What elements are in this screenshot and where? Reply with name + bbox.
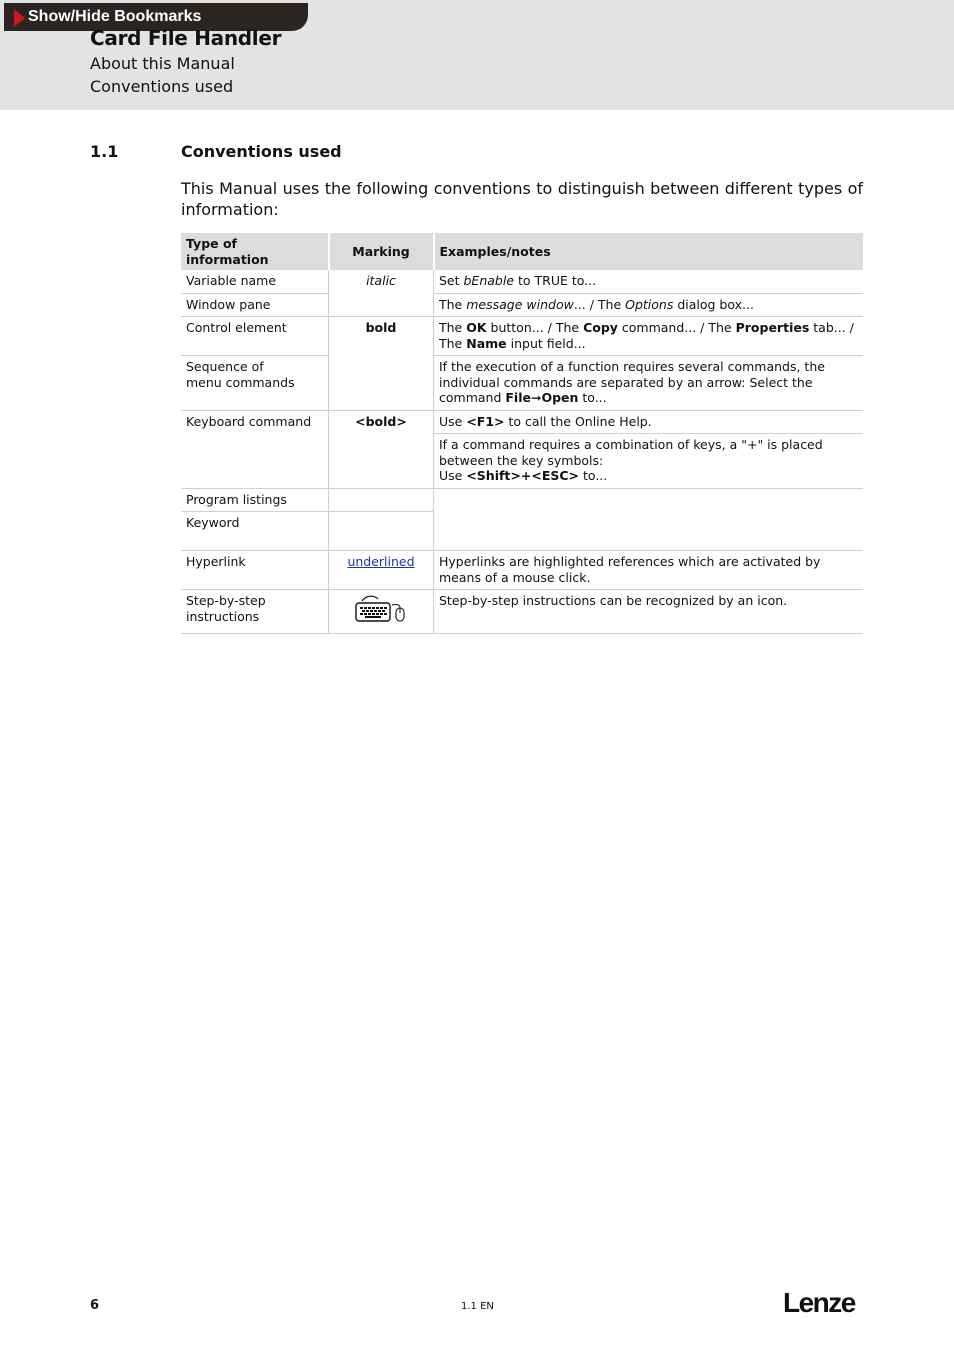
triangle-right-icon xyxy=(14,9,25,27)
header-examples: Examples/notes xyxy=(434,233,864,270)
type-cell: Control element xyxy=(181,317,329,356)
table-row xyxy=(181,356,863,411)
table-row xyxy=(181,488,863,512)
table-row xyxy=(181,551,863,590)
page-number: 6 xyxy=(90,1298,100,1313)
example-cell: The OK button... / The Copy command... / The Properties tab... / The Name input field... xyxy=(434,317,864,356)
table-row xyxy=(181,590,863,634)
intro-paragraph: This Manual uses the following conventions to distinguish between different types of information: xyxy=(181,179,863,219)
table-header-row xyxy=(181,233,863,270)
table-row xyxy=(181,293,863,317)
type-cell: Keyboard command xyxy=(181,410,329,488)
header-marking: Marking xyxy=(329,233,434,270)
page-header xyxy=(0,0,954,110)
breadcrumb-section: Conventions used xyxy=(90,77,234,96)
marking-cell xyxy=(329,590,434,634)
version-label: 1.1 EN xyxy=(461,1301,494,1312)
document-title: Card File Handler xyxy=(90,26,282,50)
arrow-right-icon: ➞ xyxy=(530,390,542,405)
example-cell: Set bEnable to TRUE to... xyxy=(434,270,864,293)
example-cell: Hyperlinks are highlighted references which are activated by means of a mouse click. xyxy=(434,551,864,590)
type-cell: Window pane xyxy=(181,293,329,317)
example-cell: If the execution of a function requires several commands, the individual commands are separated by an arrow: Select the command File➞Open to... xyxy=(434,356,864,411)
header-type: Type of information xyxy=(181,233,329,270)
lenze-logo: Lenze xyxy=(783,1287,855,1318)
table-row xyxy=(181,270,863,293)
hyperlink-example[interactable]: underlined xyxy=(347,554,415,569)
type-cell: Step-by-step instructions xyxy=(181,590,329,634)
marking-cell: <bold> xyxy=(329,410,434,488)
example-cell: If a command requires a combination of keys, a "+" is placed between the key symbols: Use <Shift>+<ESC> to... xyxy=(434,434,864,489)
conventions-table xyxy=(181,233,863,634)
marking-cell: italic xyxy=(329,270,434,317)
keyboard-mouse-icon xyxy=(354,595,408,629)
marking-cell xyxy=(329,488,434,512)
table-row xyxy=(181,317,863,356)
type-cell: Variable name xyxy=(181,270,329,293)
example-cell: Use <F1> to call the Online Help. xyxy=(434,410,864,434)
type-cell: Program listings xyxy=(181,488,329,512)
table-row xyxy=(181,410,863,434)
marking-cell: bold xyxy=(329,317,434,411)
type-cell: Hyperlink xyxy=(181,551,329,590)
marking-cell xyxy=(329,512,434,551)
type-cell: Keyword xyxy=(181,512,329,551)
example-cell xyxy=(434,488,864,551)
example-cell: Step-by-step instructions can be recognized by an icon. xyxy=(434,590,864,634)
type-cell: Sequence of menu commands xyxy=(181,356,329,411)
bookmarks-label: Show/Hide Bookmarks xyxy=(28,8,202,25)
section-title: Conventions used xyxy=(181,142,342,161)
marking-cell xyxy=(329,551,434,590)
example-cell: The message window... / The Options dialog box... xyxy=(434,293,864,317)
breadcrumb-chapter: About this Manual xyxy=(90,54,235,73)
section-number: 1.1 xyxy=(90,142,119,161)
